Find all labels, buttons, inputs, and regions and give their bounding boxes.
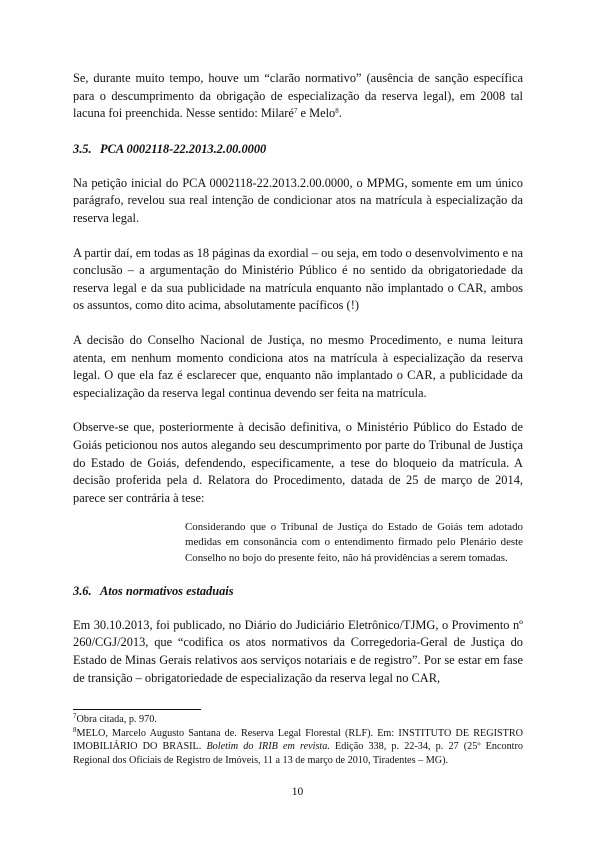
paragraph-3: A partir daí, em todas as 18 páginas da exordial – ou seja, em todo o desenvolvimento e na conclusão – a argumentação do Ministério Público é no sentido da obrigatoriedade da reserva legal e da sua publicidade na matrícula enquanto não implantado o CAR, ambos os assuntos, como dito acima, absolutamente pacíficos (!) [73,245,523,313]
footnote-ref-8[interactable]: 8 [335,107,339,116]
footnote-7: $^7$Obra citada, p. 970. [73,712,157,725]
paragraph-2: Na petição inicial do PCA 0002118-22.2013.2.00.0000, o MPMG, somente em um único parágrafo, revelou sua real intenção de condicionar atos na matrícula à especialização da reserva legal. [73,175,523,225]
section-title: PCA 0002118-22.2013.2.00.0000 [100,141,267,156]
footnote-8: $^8$MELO, Marcelo Augusto Santana de. Reserva Legal Florestal (RLF). Em: INSTITUTO DE REGISTRO IMOBILIÁRIO DO BRASIL. Boletim do IRIB em revista. Edição 338, p. 22-34, p. 27 (25º Encontro Regional dos Oficiais de Registro de Imóveis, 11 a 13 de março de 2010, Tiradentes – MG). [73,725,523,766]
footnotes [73,713,523,767]
footnote-mark: 8 [73,725,77,734]
publication-title: Boletim do IRIB em revista. [206,741,330,752]
section-number: 3.5. [73,141,92,156]
section-title: Atos normativos estaduais [100,583,234,598]
paragraph-6: Em 30.10.2013, foi publicado, no Diário do Judiciário Eletrônico/TJMG, o Provimento nº 260/CGJ/2013, que “codifica os atos normativos da Corregedoria-Geral de Justiça do Estado de Minas Gerais relativos aos serviços notariais e de registro”. Por se estar em fase de transição – obrigatoriedade de especialização da reserva legal no CAR, [73,617,523,685]
footnote-ref-7[interactable]: 7 [293,107,298,116]
page-number: 10 [291,786,304,798]
section-heading-3-5 [73,141,523,158]
paragraph-4: A decisão do Conselho Nacional de Justiça, no mesmo Procedimento, e numa leitura atenta, em nenhum momento condiciona atos na matrícula à especialização da reserva legal. O que ela faz é esclarecer que, enquanto não implantado o CAR, a publicidade da especialização da reserva legal continua devendo ser feita na matrícula. [73,332,523,400]
document-page [73,70,523,704]
section-number: 3.6. [73,583,92,598]
paragraph-5: Observe-se que, posteriormente à decisão definitiva, o Ministério Público do Estado de Goiás peticionou nos autos alegando seu descumprimento por parte do Tribunal de Justiça do Estado de Goiás, defendendo, especificamente, a tese do bloqueio da matrícula. A decisão proferida pela d. Relatora do Procedimento, datada de 25 de março de 2014, parece ser contrária à tese: [73,420,523,505]
paragraph-1: Se, durante muito tempo, houve um “clarão normativo” (ausência de sanção específica para o descumprimento da obrigação de especialização da reserva legal), em 2008 tal lacuna foi preenchida. Nesse sentido: Milaré$^7$ e Melo$^8$. [73,71,523,121]
footnote-mark: 7 [73,712,77,720]
footnote-separator [73,709,201,710]
block-quote: Considerando que o Tribunal de Justiça do Estado de Goiás tem adotado medidas em consonância com o entendimento firmado pelo Plenário deste Conselho no bojo do presente feito, não há providências a serem tomadas. [185,521,523,564]
section-heading-3-6 [73,583,523,600]
